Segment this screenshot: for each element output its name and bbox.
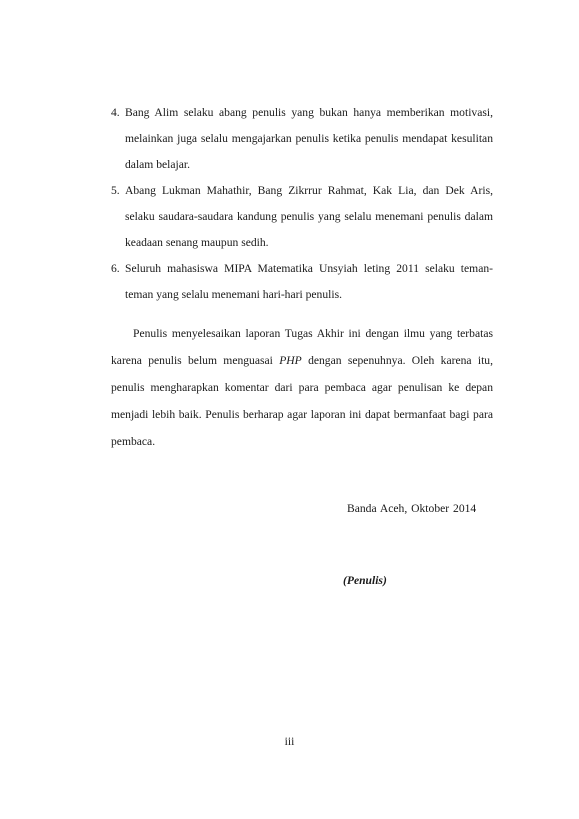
list-item-number: 6. — [111, 262, 120, 275]
list-item — [111, 256, 493, 308]
list-item-number: 5. — [111, 184, 120, 197]
closing-paragraph-part2: dengan sepenuhnya. Oleh karena itu, penulis mengharapkan komentar dari para pembaca agar penulisan ke depan menjadi lebih baik. Penulis berharap agar laporan ini dapat bermanfaat bagi para pembaca. — [111, 354, 493, 448]
closing-paragraph — [111, 320, 493, 455]
list-item — [111, 100, 493, 178]
author-signature: (Penulis) — [343, 574, 387, 587]
list-item — [111, 178, 493, 256]
closing-paragraph-part1: Penulis menyelesaikan laporan Tugas Akhir ini dengan ilmu yang terbatas karena penulis belum menguasai — [111, 327, 493, 367]
page-number: iii — [284, 735, 295, 748]
list-item-text: Bang Alim selaku abang penulis yang bukan hanya memberikan motivasi, melainkan juga selalu mengajarkan penulis ketika penulis mendapat kesulitan dalam belajar. — [125, 106, 493, 171]
list-item-text: Abang Lukman Mahathir, Bang Zikrrur Rahmat, Kak Lia, dan Dek Aris, selaku saudara-saudara kandung penulis yang selalu menemani penulis dalam keadaan senang maupun sedih. — [125, 184, 493, 249]
acknowledgement-list — [111, 100, 493, 308]
closing-paragraph-emphasis: PHP — [279, 354, 302, 367]
list-item-number: 4. — [111, 106, 120, 119]
list-item-text: Seluruh mahasiswa MIPA Matematika Unsyiah leting 2011 selaku teman-teman yang selalu menemani hari-hari penulis. — [125, 262, 493, 301]
place-date: Banda Aceh, Oktober 2014 — [347, 502, 477, 515]
